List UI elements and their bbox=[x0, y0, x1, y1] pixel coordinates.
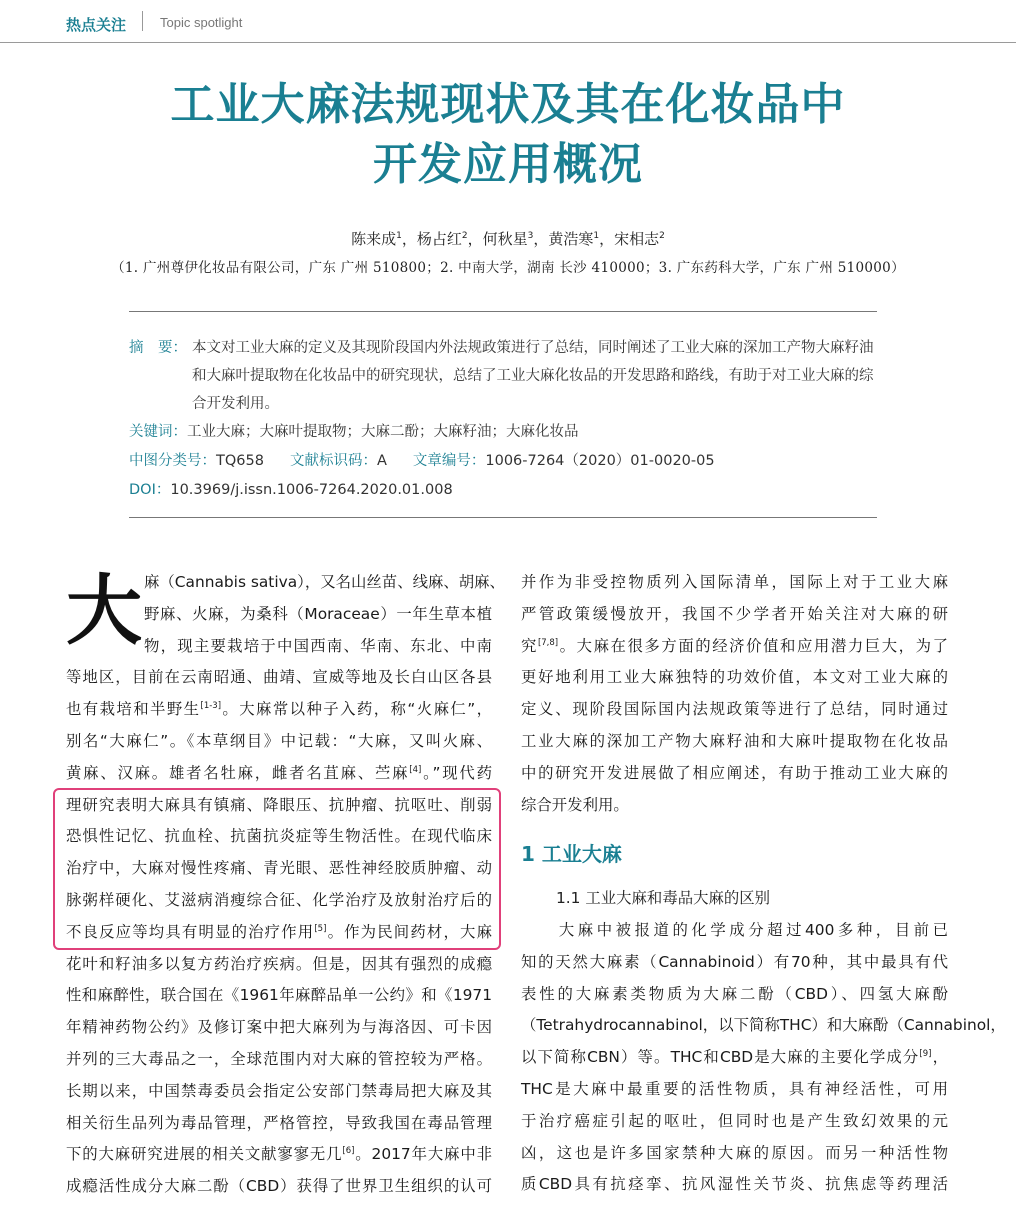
text-line: 也有栽培和半野生[1-3]。大麻常以种子入药，称“火麻仁”， bbox=[66, 700, 492, 719]
text-line: 更好地利用工业大麻独特的功效价值，本文对工业大麻的 bbox=[521, 668, 948, 687]
text-line: 表性的大麻素类物质为大麻二酚（CBD）、四氢大麻酚 bbox=[521, 984, 948, 1003]
text-line: 相关衍生品列为毒品管理，严格管控，导致我国在毒品管理 bbox=[66, 1113, 492, 1132]
author-name: 杨占红 bbox=[416, 230, 462, 248]
citation-mark: [6] bbox=[342, 1146, 355, 1157]
abstract-block bbox=[129, 334, 889, 418]
text-line: 麻（Cannabis sativa），又名山丝苗、线麻、胡麻、 bbox=[144, 573, 505, 591]
author-separator: ， bbox=[401, 230, 417, 248]
text-line: 大麻中被报道的化学成分超过400多种，目前已 bbox=[521, 921, 948, 939]
author-separator: ， bbox=[467, 230, 483, 248]
author-affiliation-mark: 3 bbox=[527, 231, 534, 241]
author-affiliation-mark: 2 bbox=[461, 231, 468, 241]
abstract-bottom-rule bbox=[129, 517, 877, 518]
keywords-label: 关键词： bbox=[129, 424, 187, 440]
text-line: （Tetrahydrocannabinol，以下简称THC）和大麻酚（Cannabinol， bbox=[521, 1016, 1006, 1035]
text-line: THC是大麻中最重要的活性物质，具有神经活性，可用 bbox=[521, 1079, 948, 1098]
text-line: 综合开发利用。 bbox=[521, 795, 629, 814]
clc-label: 中图分类号： bbox=[129, 453, 216, 469]
text-line: 恐惧性记忆、抗血栓、抗菌抗炎症等生物活性。在现代临床 bbox=[66, 827, 492, 846]
text-line: 质CBD具有抗痉挛、抗风湿性关节炎、抗焦虑等药理活 bbox=[521, 1175, 948, 1194]
author-affiliation-mark: 1 bbox=[396, 231, 402, 241]
text-line: 严管政策缓慢放开，我国不少学者开始关注对大麻的研 bbox=[521, 604, 948, 623]
abstract-label: 摘 要： bbox=[129, 340, 187, 356]
doc-code-value: A bbox=[376, 453, 387, 469]
citation-mark: [7,8] bbox=[537, 637, 559, 648]
text-line: 下的大麻研究进展的相关文献寥寥无几[6]。2017年大麻中非 bbox=[66, 1145, 492, 1164]
text-line: 治疗中，大麻对慢性疼痛、青光眼、恶性神经胶质肿瘤、动 bbox=[66, 859, 492, 878]
clc-value: TQ658 bbox=[216, 453, 264, 469]
text-line: 中的研究开发进展做了相应阐述，有助于推动工业大麻的 bbox=[521, 763, 948, 782]
text-line: 物，现主要栽培于中国西南、华南、东北、中南 bbox=[144, 636, 492, 655]
text-line: 脉粥样硬化、艾滋病消瘦综合征、化学治疗及放射治疗后的 bbox=[66, 890, 492, 909]
citation-mark: [5] bbox=[314, 923, 327, 934]
text-line: 不良反应等均具有明显的治疗作用[5]。作为民间药材，大麻 bbox=[66, 922, 492, 941]
text-line: 工业大麻的深加工产物大麻籽油和大麻叶提取物在化妆品 bbox=[521, 731, 948, 750]
text-line: 长期以来，中国禁毒委员会指定公安部门禁毒局把大麻及其 bbox=[66, 1081, 492, 1100]
text-line: 野麻、火麻，为桑科（Moraceae）一年生草本植 bbox=[144, 604, 492, 623]
text-line: 并列的三大毒品之一，全球范围内对大麻的管控较为严格。 bbox=[66, 1049, 492, 1068]
text-line: 黄麻、汉麻。雄者名牡麻，雌者名苴麻、苎麻[4]。”现代药 bbox=[66, 763, 492, 782]
author-name: 何秋星 bbox=[482, 230, 528, 248]
citation-mark: [9] bbox=[919, 1049, 932, 1060]
text-line: 别名“大麻仁”。《本草纲目》中记载：“大麻，又叫火麻、 bbox=[66, 731, 492, 750]
drop-cap: 大 bbox=[66, 566, 142, 655]
text-line: 凶，这也是许多国家禁种大麻的原因。而另一种活性物 bbox=[521, 1143, 948, 1162]
keywords-block bbox=[129, 418, 889, 446]
citation-mark: [4] bbox=[409, 764, 422, 775]
text-line: 理研究表明大麻具有镇痛、降眼压、抗肿瘤、抗呕吐、削弱 bbox=[66, 795, 492, 814]
doc-code-label: 文献标识码： bbox=[289, 453, 377, 469]
right-column-body-continued bbox=[521, 915, 1006, 1201]
doi-block bbox=[129, 476, 889, 504]
author-name: 陈来成 bbox=[351, 230, 397, 248]
author-affiliation-mark: 1 bbox=[593, 231, 600, 241]
text-line: 定义、现阶段国际国内法规政策等进行了总结，同时通过 bbox=[521, 700, 948, 719]
journal-header bbox=[0, 0, 1016, 43]
author-name: 黄浩寒 bbox=[548, 230, 594, 248]
header-divider bbox=[142, 11, 143, 31]
article-title-line-1: 工业大麻法规现状及其在化妆品中 bbox=[170, 79, 846, 130]
affiliations: （1. 广州尊伊化妆品有限公司，广东 广州 510800；2. 中南大学，湖南 长沙 410000；3. 广东药科大学，广东 广州 510000） bbox=[111, 260, 905, 276]
text-line: 究[7,8]。大麻在很多方面的经济价值和应用潜力巨大，为了 bbox=[521, 636, 948, 655]
column-name: 热点关注 bbox=[66, 16, 127, 34]
classification-block bbox=[129, 447, 889, 475]
text-line: 并作为非受控物质列入国际清单，国际上对于工业大麻 bbox=[521, 573, 948, 591]
text-line: 花叶和籽油多以复方药治疗疾病。但是，因其有强烈的成瘾 bbox=[66, 954, 492, 973]
article-title-line-2: 开发应用概况 bbox=[373, 139, 643, 190]
author-affiliation-mark: 2 bbox=[659, 231, 665, 241]
text-line: 等地区，目前在云南昭通、曲靖、宣威等地及长白山区各县 bbox=[66, 668, 492, 687]
subsection-1-1-heading: 1.1 工业大麻和毒品大麻的区别 bbox=[556, 889, 771, 907]
text-line: 年精神药物公约》及修订案中把大麻列为与海洛因、可卡因 bbox=[66, 1018, 492, 1037]
citation-mark: [1-3] bbox=[200, 701, 222, 712]
section-1-heading: 1 工业大麻 bbox=[521, 842, 622, 866]
highlight-box bbox=[53, 788, 501, 950]
right-column-body bbox=[521, 567, 948, 821]
abstract-text: 本文对工业大麻的定义及其现阶段国内外法规政策进行了总结，同时阐述了工业大麻的深加工产物大麻籽油和大麻叶提取物在化妆品中的研究现状，总结了工业大麻化妆品的开发思路和路线，有助于对工业大麻的综合开发利用。 bbox=[192, 340, 874, 412]
article-number-value: 1006-7264（2020）01-0020-05 bbox=[485, 453, 715, 469]
author-name: 宋相志 bbox=[614, 230, 660, 248]
author-list bbox=[0, 228, 1016, 249]
text-line: 以下简称CBN）等。THC和CBD是大麻的主要化学成分[9]， bbox=[521, 1048, 948, 1067]
text-line: 知的天然大麻素（Cannabinoid）有70种，其中最具有代 bbox=[521, 952, 948, 971]
author-separator: ， bbox=[599, 230, 615, 248]
article-number-label: 文章编号： bbox=[412, 453, 486, 469]
text-line: 于治疗癌症引起的呕吐，但同时也是产生致幻效果的元 bbox=[521, 1111, 948, 1130]
text-line: 性和麻醉性，联合国在《1961年麻醉品单一公约》和《1971 bbox=[66, 986, 492, 1005]
keywords-text: 工业大麻；大麻叶提取物；大麻二酚；大麻籽油；大麻化妆品 bbox=[187, 424, 579, 440]
column-name-english: Topic spotlight bbox=[160, 15, 243, 30]
author-separator: ， bbox=[533, 230, 549, 248]
doi-value: 10.3969/j.issn.1006-7264.2020.01.008 bbox=[170, 482, 453, 498]
abstract-top-rule bbox=[129, 311, 877, 312]
doi-label: DOI： bbox=[129, 482, 171, 498]
text-line: 成瘾活性成分大麻二酚（CBD）获得了世界卫生组织的认可 bbox=[66, 1177, 492, 1196]
